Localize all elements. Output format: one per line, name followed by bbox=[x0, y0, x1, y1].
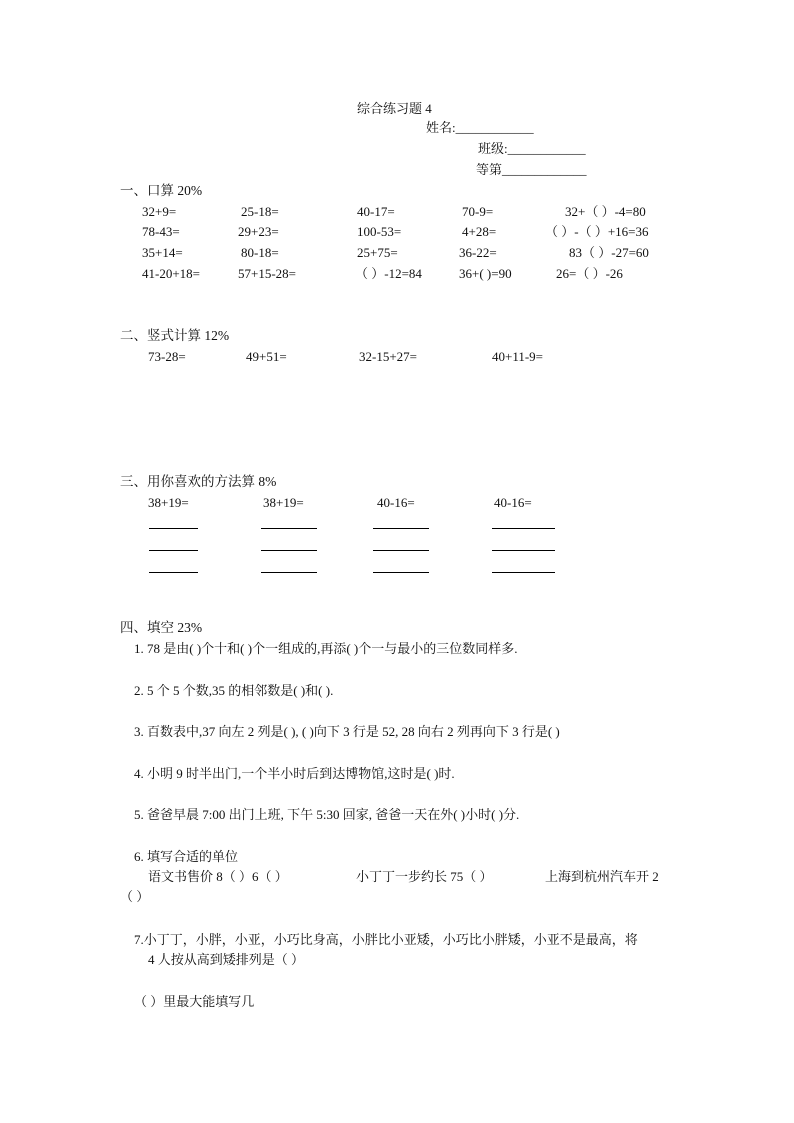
vertical-calc-item: 49+51= bbox=[246, 349, 287, 364]
answer-line[interactable] bbox=[261, 528, 317, 529]
oral-calc-item: 36+( )=90 bbox=[459, 266, 512, 281]
fill-question-4: 4. 小明 9 时半出门,一个半小时后到达博物馆,这时是( )时. bbox=[134, 766, 455, 781]
fill-question-3: 3. 百数表中,37 向左 2 列是( ), ( )向下 3 行是 52, 28 向右 2 列再向下 3 行是( ) bbox=[134, 724, 560, 739]
oral-calc-item: 4+28= bbox=[462, 224, 497, 239]
fill-question-8: （ ）里最大能填写几 bbox=[134, 994, 255, 1009]
fill-question-6-title: 6. 填写合适的单位 bbox=[134, 849, 239, 864]
section2-heading: 二、竖式计算 12% bbox=[120, 328, 230, 343]
fill-question-6-d: （ ） bbox=[120, 889, 150, 904]
answer-line[interactable] bbox=[492, 550, 555, 551]
answer-line[interactable] bbox=[373, 572, 429, 573]
oral-calc-item: 26=（ ）-26 bbox=[556, 266, 623, 281]
method-calc-item: 38+19= bbox=[263, 495, 304, 510]
fill-question-1: 1. 78 是由( )个十和( )个一组成的,再添( )个一与最小的三位数同样多. bbox=[134, 641, 518, 656]
oral-calc-item: 100-53= bbox=[357, 224, 402, 239]
oral-calc-item: 35+14= bbox=[142, 245, 183, 260]
vertical-calc-item: 73-28= bbox=[148, 349, 186, 364]
fill-question-6-b: 小丁丁一步约长 75（ ） bbox=[356, 869, 493, 884]
oral-calc-item: 80-18= bbox=[241, 245, 279, 260]
answer-line[interactable] bbox=[261, 572, 317, 573]
oral-calc-item: 70-9= bbox=[462, 204, 494, 219]
vertical-calc-item: 32-15+27= bbox=[359, 349, 417, 364]
section3-heading: 三、用你喜欢的方法算 8% bbox=[120, 474, 277, 489]
vertical-calc-item: 40+11-9= bbox=[492, 349, 544, 364]
oral-calc-item: 41-20+18= bbox=[142, 266, 200, 281]
oral-calc-item: 32+（ ）-4=80 bbox=[565, 204, 646, 219]
answer-line[interactable] bbox=[149, 572, 198, 573]
oral-calc-item: 32+9= bbox=[142, 204, 177, 219]
page-title: 综合练习题 4 bbox=[357, 101, 432, 116]
oral-calc-item: 25+75= bbox=[357, 245, 398, 260]
oral-calc-item: 29+23= bbox=[238, 224, 279, 239]
class-field-label: 班级:____________ bbox=[478, 141, 586, 156]
method-calc-item: 40-16= bbox=[494, 495, 532, 510]
fill-question-2: 2. 5 个 5 个数,35 的相邻数是( )和( ). bbox=[134, 683, 334, 698]
answer-line[interactable] bbox=[373, 550, 429, 551]
fill-question-6-a: 语文书售价 8（ ）6（ ） bbox=[148, 869, 288, 884]
grade-field-label: 等第_____________ bbox=[476, 162, 587, 177]
answer-line[interactable] bbox=[492, 572, 555, 573]
fill-question-6-c: 上海到杭州汽车开 2 bbox=[545, 869, 659, 884]
oral-calc-item: 25-18= bbox=[241, 204, 279, 219]
answer-line[interactable] bbox=[261, 550, 317, 551]
fill-question-5: 5. 爸爸早晨 7:00 出门上班, 下午 5:30 回家, 爸爸一天在外( )小时( )分. bbox=[134, 807, 520, 822]
oral-calc-item: 57+15-28= bbox=[238, 266, 296, 281]
oral-calc-item: （ ）-（ ）+16=36 bbox=[545, 224, 649, 239]
section4-heading: 四、填空 23% bbox=[120, 620, 203, 635]
oral-calc-item: （ ）-12=84 bbox=[355, 266, 422, 281]
oral-calc-item: 83（ ）-27=60 bbox=[569, 245, 649, 260]
section1-heading: 一、口算 20% bbox=[120, 183, 203, 198]
fill-question-7-line2: 4 人按从高到矮排列是（ ） bbox=[148, 952, 305, 967]
name-field-label: 姓名:____________ bbox=[426, 120, 534, 135]
answer-line[interactable] bbox=[373, 528, 429, 529]
fill-question-7-line1: 7.小丁丁，小胖，小亚，小巧比身高，小胖比小亚矮，小巧比小胖矮，小亚不是最高，将 bbox=[134, 932, 638, 947]
oral-calc-item: 78-43= bbox=[142, 224, 180, 239]
oral-calc-item: 40-17= bbox=[357, 204, 395, 219]
method-calc-item: 38+19= bbox=[148, 495, 189, 510]
answer-line[interactable] bbox=[149, 528, 198, 529]
oral-calc-item: 36-22= bbox=[459, 245, 497, 260]
answer-line[interactable] bbox=[149, 550, 198, 551]
answer-line[interactable] bbox=[492, 528, 555, 529]
method-calc-item: 40-16= bbox=[377, 495, 415, 510]
